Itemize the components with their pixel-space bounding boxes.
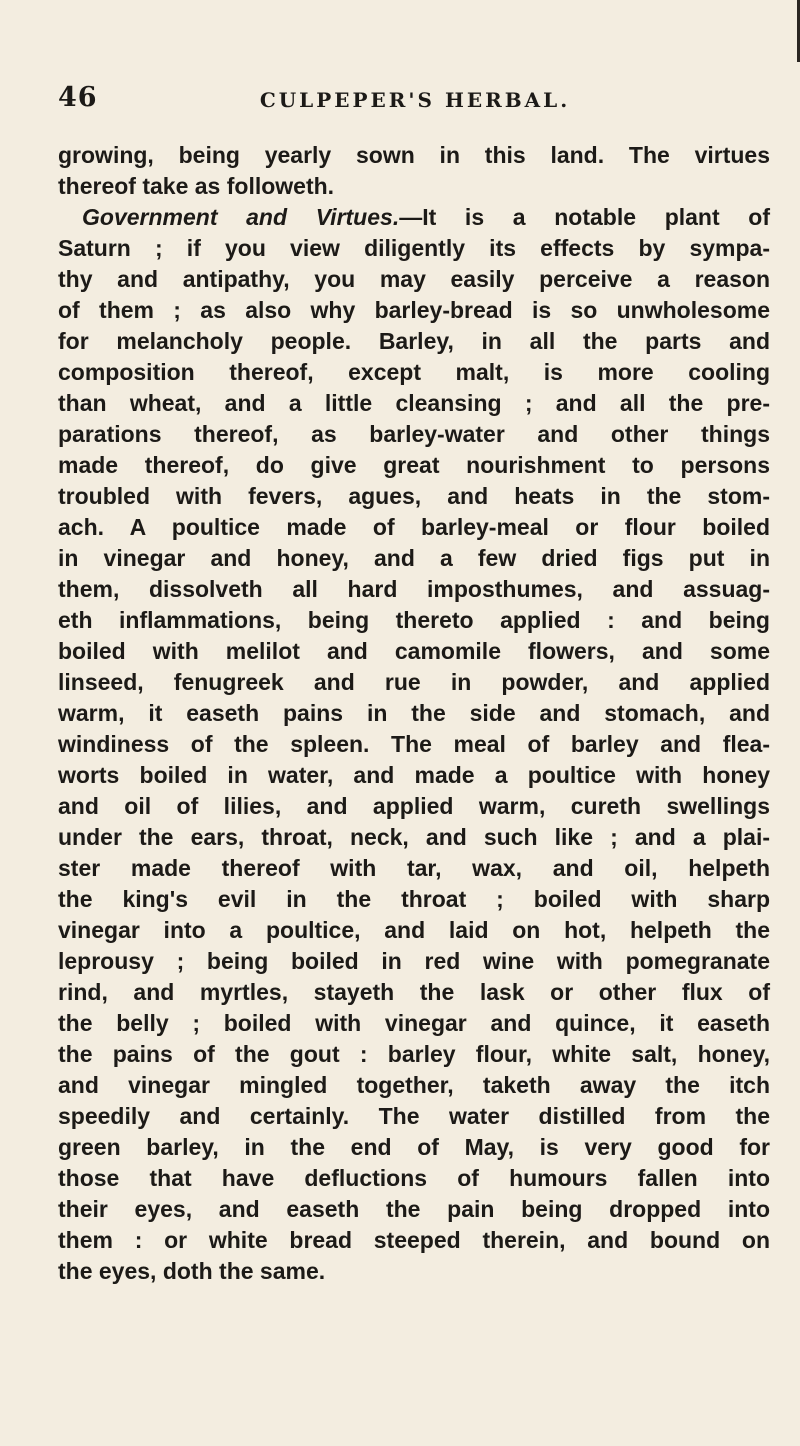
section-heading-line	[58, 202, 770, 233]
text-line: Saturn ; if you view diligently its effects by sympa-	[58, 235, 770, 261]
text-line: those that have defluctions of humours fallen into	[58, 1165, 770, 1191]
text-line: vinegar into a poultice, and laid on hot, helpeth the	[58, 917, 770, 943]
text-line: the eyes, doth the same.	[58, 1258, 326, 1284]
text-line: leprousy ; being boiled in red wine with pomegranate	[58, 948, 770, 974]
text-line: ach. A poultice made of barley-meal or flour boiled	[58, 514, 770, 540]
text-line: windiness of the spleen. The meal of barley and flea-	[58, 731, 770, 757]
text-line: the pains of the gout : barley flour, white salt, honey,	[58, 1041, 770, 1067]
text-line: composition thereof, except malt, is more cooling	[58, 359, 770, 385]
text-line: under the ears, throat, neck, and such like ; and a plai-	[58, 824, 770, 850]
text-line: them : or white bread steeped therein, and bound on	[58, 1227, 770, 1253]
text-line: the king's evil in the throat ; boiled with sharp	[58, 886, 770, 912]
text-line: and oil of lilies, and applied warm, cureth swellings	[58, 793, 770, 819]
text-line: green barley, in the end of May, is very good for	[58, 1134, 770, 1160]
body-text	[58, 140, 770, 1287]
page-number: 46	[58, 82, 98, 113]
text-line: for melancholy people. Barley, in all the parts and	[58, 328, 770, 354]
text-line: growing, being yearly sown in this land. The virtues	[58, 142, 770, 168]
text-line: troubled with fevers, agues, and heats in the stom-	[58, 483, 770, 509]
text-line: ster made thereof with tar, wax, and oil, helpeth	[58, 855, 770, 881]
page-header	[58, 82, 742, 122]
text-line: in vinegar and honey, and a few dried figs put in	[58, 545, 770, 571]
running-head: CULPEPER'S HERBAL.	[259, 88, 571, 112]
text-line: speedily and certainly. The water distilled from the	[58, 1103, 770, 1129]
section-title: Government and Virtues.	[82, 204, 400, 230]
text-fragment: —It is a notable plant of	[399, 204, 771, 230]
text-line: warm, it easeth pains in the side and stomach, and	[58, 700, 770, 726]
text-line: thy and antipathy, you may easily perceive a reason	[58, 266, 770, 292]
text-line: eth inflammations, being thereto applied : and being	[58, 607, 770, 633]
text-line: their eyes, and easeth the pain being dropped into	[58, 1196, 770, 1222]
text-line: and vinegar mingled together, taketh away the itch	[58, 1072, 770, 1098]
text-line: them, dissolveth all hard imposthumes, and assuag-	[58, 576, 770, 602]
text-line: parations thereof, as barley-water and other things	[58, 421, 770, 447]
text-line: worts boiled in water, and made a poultice with honey	[58, 762, 770, 788]
text-line: of them ; as also why barley-bread is so unwholesome	[58, 297, 770, 323]
text-line: linseed, fenugreek and rue in powder, and applied	[58, 669, 770, 695]
text-line: the belly ; boiled with vinegar and quince, it easeth	[58, 1010, 770, 1036]
text-line: boiled with melilot and camomile flowers, and some	[58, 638, 770, 664]
text-line: than wheat, and a little cleansing ; and all the pre-	[58, 390, 770, 416]
text-line: rind, and myrtles, stayeth the lask or other flux of	[58, 979, 770, 1005]
text-line: made thereof, do give great nourishment to persons	[58, 452, 770, 478]
text-line: thereof take as followeth.	[58, 173, 335, 199]
